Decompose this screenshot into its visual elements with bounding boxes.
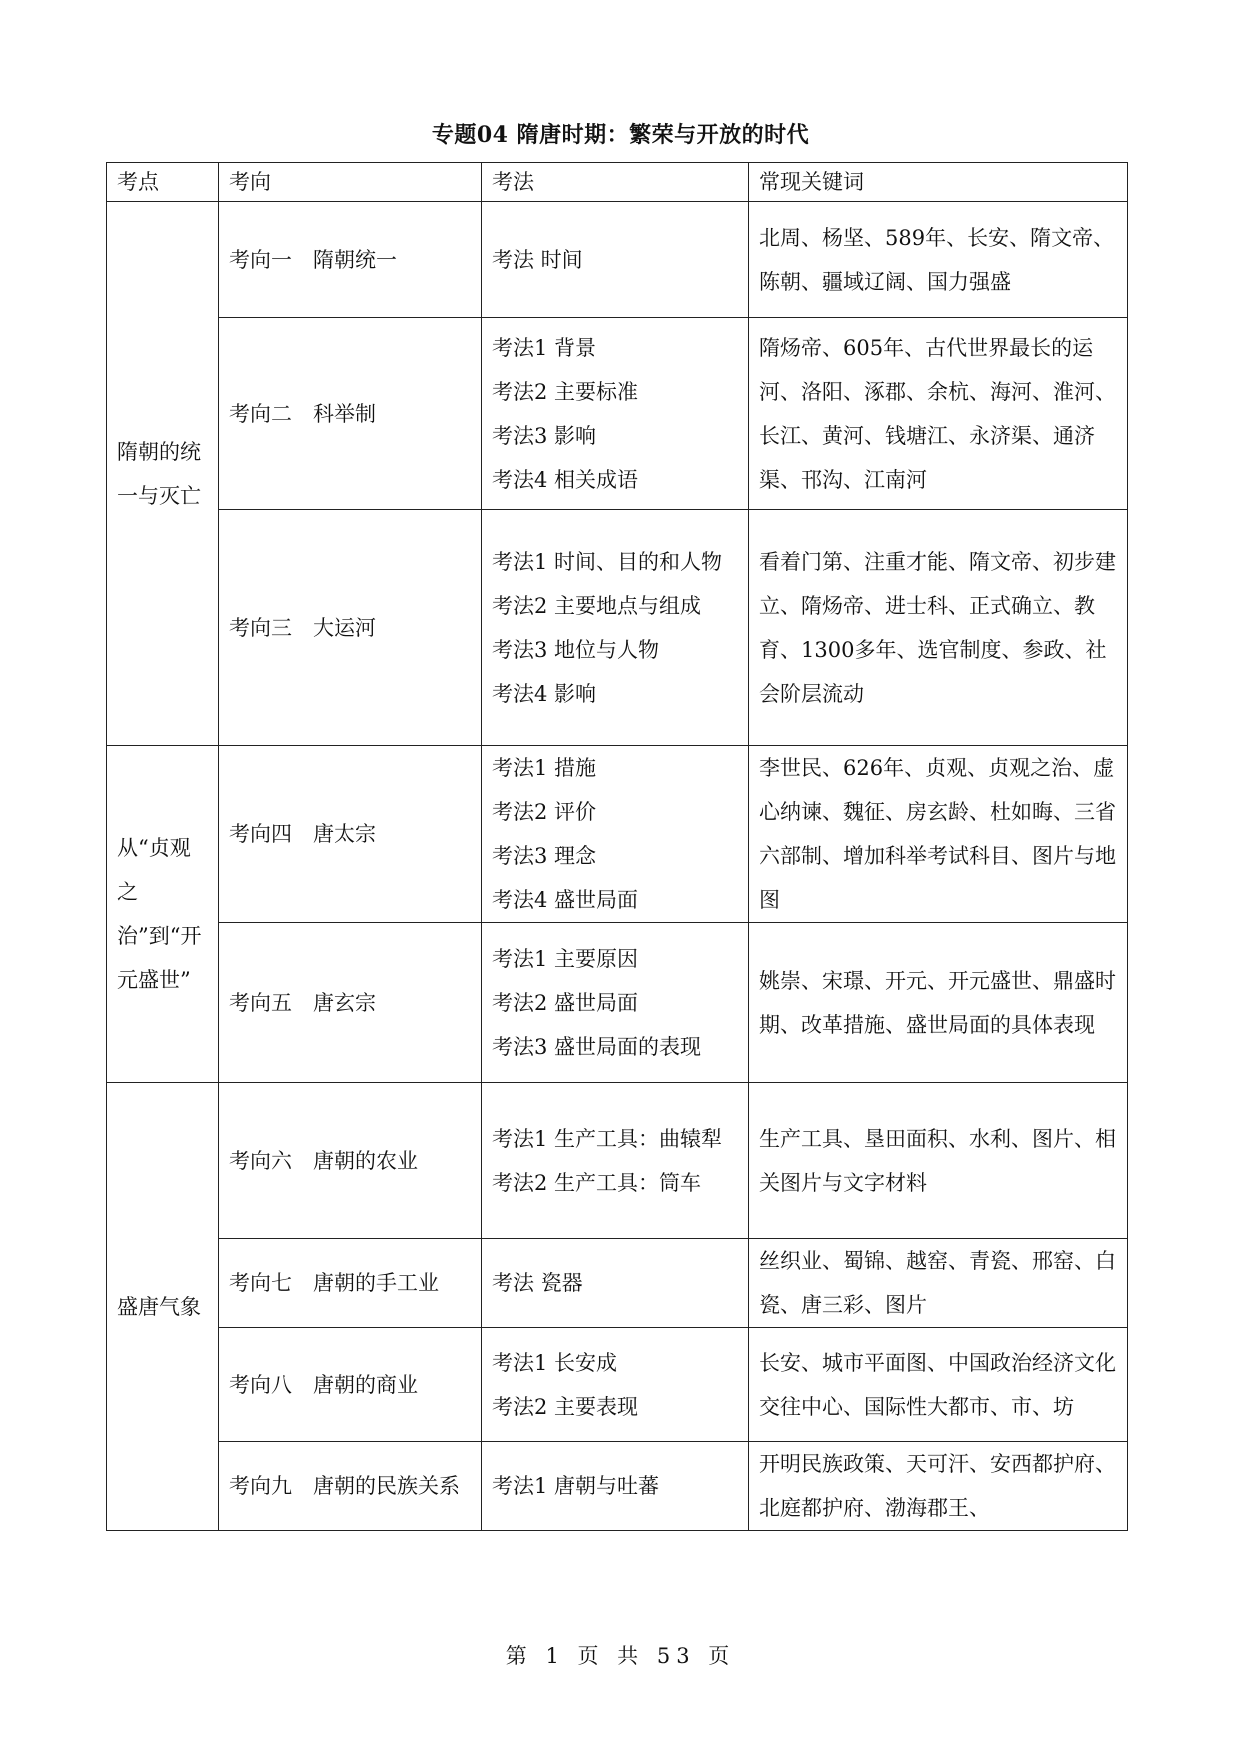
keywords-cell: 北周、杨坚、589年、长安、隋文帝、陈朝、疆域辽阔、国力强盛 <box>749 202 1128 318</box>
method-item: 考法2 主要表现 <box>492 1394 639 1419</box>
keywords-cell: 看着门第、注重才能、隋文帝、初步建立、隋炀帝、进士科、正式确立、教育、1300多年、选官制度、参政、社会阶层流动 <box>749 510 1128 746</box>
method-cell <box>482 318 749 510</box>
method-item: 考法2 评价 <box>492 800 597 824</box>
table-row <box>107 202 1128 318</box>
method-item: 考法1 主要原因 <box>492 946 639 971</box>
method-item: 考法1 长安成 <box>492 1350 618 1375</box>
keywords-cell: 姚崇、宋璟、开元、开元盛世、鼎盛时期、改革措施、盛世局面的具体表现 <box>749 923 1128 1083</box>
keywords-cell: 生产工具、垦田面积、水利、图片、相关图片与文字材料 <box>749 1083 1128 1239</box>
direction-cell: 考向一 隋朝统一 <box>219 202 482 318</box>
method-item: 考法2 主要标准 <box>492 379 639 404</box>
keywords-cell: 隋炀帝、605年、古代世界最长的运河、洛阳、涿郡、余杭、海河、淮河、长江、黄河、钱塘江、永济渠、通济渠、邗沟、江南河 <box>749 318 1128 510</box>
table-row <box>107 1083 1128 1239</box>
method-item: 考法 瓷器 <box>492 1271 583 1295</box>
table-row <box>107 746 1128 923</box>
method-item: 考法2 主要地点与组成 <box>492 593 702 618</box>
table-body <box>107 163 1128 1531</box>
method-cell <box>482 1328 749 1442</box>
method-cell <box>482 1083 749 1239</box>
table-row <box>107 1239 1128 1328</box>
method-cell <box>482 510 749 746</box>
page-footer: 第 1 页 共 53 页 <box>505 1644 736 1668</box>
method-cell <box>482 923 749 1083</box>
exam-points-table <box>106 162 1128 1531</box>
direction-cell: 考向八 唐朝的商业 <box>219 1328 482 1442</box>
method-item: 考法1 背景 <box>492 335 597 360</box>
direction-cell: 考向六 唐朝的农业 <box>219 1083 482 1239</box>
direction-cell: 考向二 科举制 <box>219 318 482 510</box>
direction-cell: 考向七 唐朝的手工业 <box>219 1239 482 1328</box>
keywords-cell: 长安、城市平面图、中国政治经济文化交往中心、国际性大都市、市、坊 <box>749 1328 1128 1442</box>
direction-cell: 考向九 唐朝的民族关系 <box>219 1442 482 1531</box>
method-cell <box>482 746 749 923</box>
method-item: 考法2 盛世局面 <box>492 990 639 1015</box>
direction-cell: 考向四 唐太宗 <box>219 746 482 923</box>
table-row <box>107 318 1128 510</box>
method-item: 考法2 生产工具：筒车 <box>492 1170 702 1195</box>
keywords-cell: 李世民、626年、贞观、贞观之治、虚心纳谏、魏征、房玄龄、杜如晦、三省六部制、增加科举考试科目、图片与地图 <box>749 746 1128 923</box>
method-item: 考法4 影响 <box>492 681 597 706</box>
direction-cell: 考向五 唐玄宗 <box>219 923 482 1083</box>
method-item: 考法4 相关成语 <box>492 467 639 492</box>
table-row <box>107 1442 1128 1531</box>
direction-cell: 考向三 大运河 <box>219 510 482 746</box>
method-cell <box>482 202 749 318</box>
exam-point-cell: 隋朝的统一与灭亡 <box>107 202 219 746</box>
table-row <box>107 1328 1128 1442</box>
header-cell-exam-point: 考点 <box>107 163 219 202</box>
method-cell <box>482 1442 749 1531</box>
header-cell-method: 考法 <box>482 163 749 202</box>
method-item: 考法3 盛世局面的表现 <box>492 1034 702 1059</box>
page-title: 专题04 隋唐时期：繁荣与开放的时代 <box>431 122 810 148</box>
method-cell <box>482 1239 749 1328</box>
keywords-cell: 开明民族政策、天可汗、安西都护府、北庭都护府、渤海郡王、 <box>749 1442 1128 1531</box>
header-cell-keywords: 常现关键词 <box>749 163 1128 202</box>
method-item: 考法1 措施 <box>492 756 597 780</box>
exam-point-cell: 从“贞观之治”到“开元盛世” <box>107 746 219 1083</box>
method-item: 考法 时间 <box>492 247 583 272</box>
method-item: 考法1 时间、目的和人物 <box>492 549 723 574</box>
table-row <box>107 510 1128 746</box>
method-item: 考法3 理念 <box>492 844 597 868</box>
table-header-row <box>107 163 1128 202</box>
method-item: 考法3 影响 <box>492 423 597 448</box>
method-item: 考法1 唐朝与吐蕃 <box>492 1474 660 1498</box>
header-cell-direction: 考向 <box>219 163 482 202</box>
keywords-cell: 丝织业、蜀锦、越窑、青瓷、邢窑、白瓷、唐三彩、图片 <box>749 1239 1128 1328</box>
method-item: 考法3 地位与人物 <box>492 637 660 662</box>
table-row <box>107 923 1128 1083</box>
method-item: 考法4 盛世局面 <box>492 888 639 912</box>
method-item: 考法1 生产工具：曲辕犁 <box>492 1126 723 1151</box>
exam-point-cell: 盛唐气象 <box>107 1083 219 1531</box>
